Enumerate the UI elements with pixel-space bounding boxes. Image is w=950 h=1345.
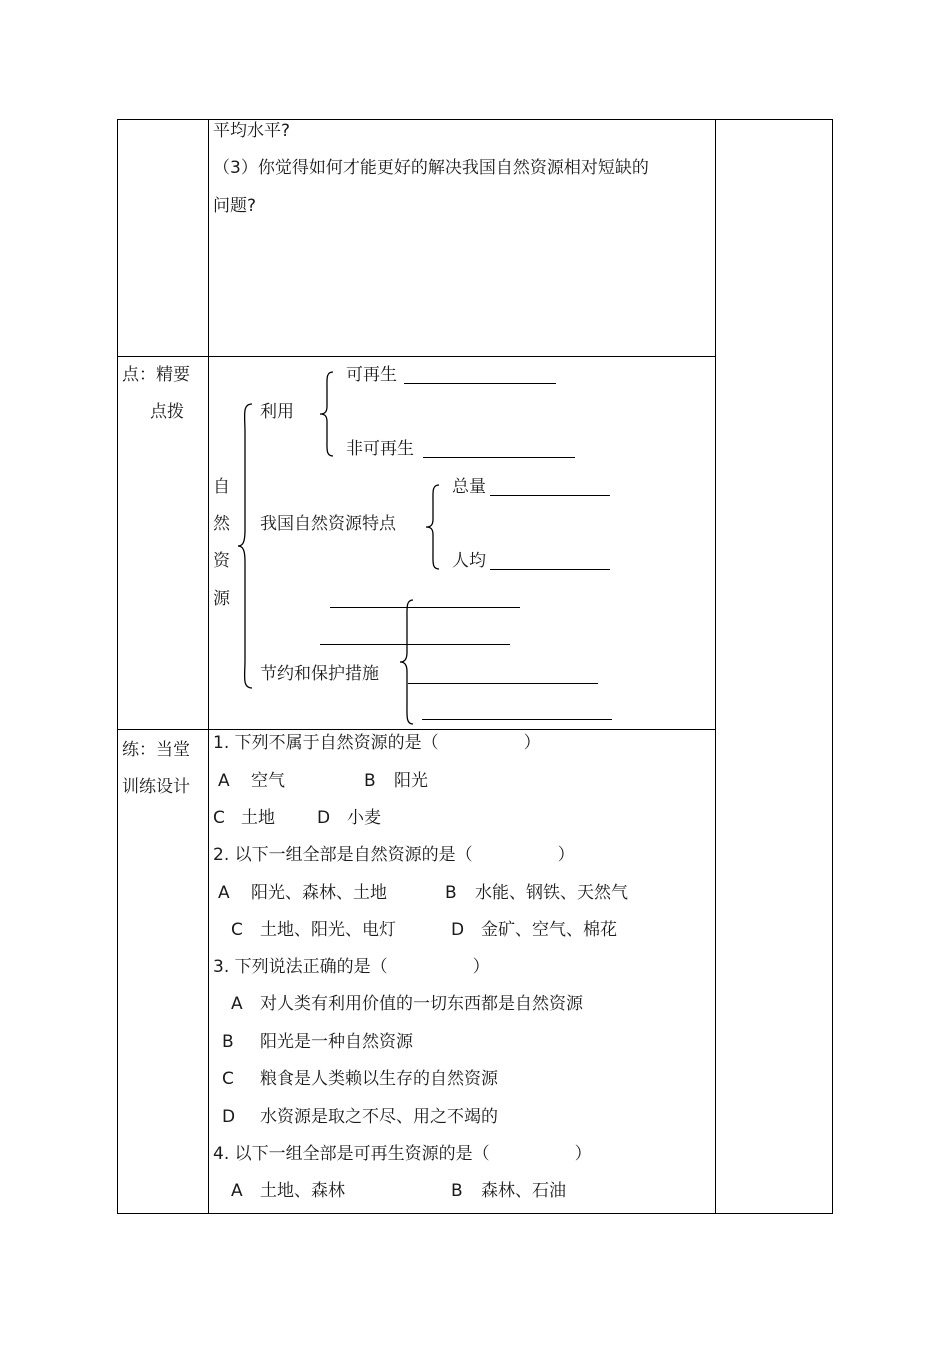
- row1-text-line3: 问题?: [213, 196, 257, 216]
- total-blank[interactable]: [490, 495, 610, 496]
- q1-option-d: 小麦: [347, 808, 381, 828]
- q2-option-a-letter: A: [218, 883, 230, 903]
- nonrenewable-blank[interactable]: [423, 457, 575, 458]
- table-top-border: [117, 119, 833, 120]
- q3-option-b: 阳光是一种自然资源: [260, 1032, 413, 1052]
- row2-label-line2: 点拨: [150, 402, 184, 422]
- table-right-border: [832, 119, 833, 1214]
- q2-option-a: 阳光、森林、土地: [251, 883, 387, 903]
- measures-brace: [398, 598, 418, 726]
- q4-option-b-letter: B: [451, 1181, 463, 1201]
- renewable-label: 可再生: [346, 365, 397, 385]
- features-brace: [424, 483, 444, 571]
- column-divider-2: [715, 119, 716, 1214]
- q3-option-a: 对人类有利用价值的一切东西都是自然资源: [260, 994, 583, 1014]
- use-brace: [318, 370, 338, 458]
- q3-option-c-letter: C: [222, 1069, 234, 1089]
- row-divider-1: [117, 356, 716, 357]
- branch-use-label: 利用: [260, 402, 294, 422]
- table-bottom-border: [117, 1213, 833, 1214]
- q4-option-a-letter: A: [231, 1181, 243, 1201]
- q2-option-b-letter: B: [445, 883, 457, 903]
- q3-option-c: 粮食是人类赖以生存的自然资源: [260, 1069, 498, 1089]
- row-divider-2: [117, 729, 716, 730]
- row3-label-line2: 训练设计: [122, 777, 190, 797]
- measure-blank-1[interactable]: [330, 607, 520, 608]
- q2-option-d: 金矿、空气、棉花: [481, 920, 617, 940]
- measure-blank-3[interactable]: [408, 683, 598, 684]
- root-char-3: 资: [213, 551, 230, 571]
- measure-blank-4[interactable]: [422, 719, 612, 720]
- q3-option-d-letter: D: [222, 1107, 236, 1127]
- root-char-1: 自: [213, 477, 230, 497]
- row1-text-line1: 平均水平?: [213, 121, 291, 141]
- q2-option-c-letter: C: [231, 920, 243, 940]
- total-label: 总量: [452, 477, 486, 497]
- q3-option-d: 水资源是取之不尽、用之不竭的: [260, 1107, 498, 1127]
- branch-measures-label: 节约和保护措施: [260, 664, 379, 684]
- branch-features-label: 我国自然资源特点: [260, 514, 396, 534]
- q1-option-a: 空气: [251, 771, 285, 791]
- q1-option-c: 土地: [241, 808, 275, 828]
- per-capita-blank[interactable]: [490, 569, 610, 570]
- per-capita-label: 人均: [452, 551, 486, 571]
- q3-option-b-letter: B: [222, 1032, 234, 1052]
- question-3: 3. 下列说法正确的是（ ）: [213, 957, 490, 977]
- q4-option-b: 森林、石油: [481, 1181, 566, 1201]
- table-left-border: [117, 119, 118, 1214]
- q2-option-c: 土地、阳光、电灯: [260, 920, 396, 940]
- question-2: 2. 以下一组全部是自然资源的是（ ）: [213, 845, 575, 865]
- row2-label-line1: 点：精要: [122, 365, 190, 385]
- q3-option-a-letter: A: [231, 994, 243, 1014]
- column-divider-1: [208, 119, 209, 1214]
- q1-option-a-letter: A: [218, 771, 230, 791]
- q1-option-b-letter: B: [364, 771, 376, 791]
- q1-option-d-letter: D: [317, 808, 331, 828]
- q2-option-d-letter: D: [451, 920, 465, 940]
- question-4: 4. 以下一组全部是可再生资源的是（ ）: [213, 1144, 592, 1164]
- nonrenewable-label: 非可再生: [346, 439, 414, 459]
- q4-option-a: 土地、森林: [260, 1181, 345, 1201]
- question-1: 1. 下列不属于自然资源的是（ ）: [213, 733, 541, 753]
- q2-option-b: 水能、钢铁、天然气: [475, 883, 628, 903]
- root-char-4: 源: [213, 589, 230, 609]
- root-brace: [237, 402, 257, 690]
- root-char-2: 然: [213, 514, 230, 534]
- renewable-blank[interactable]: [404, 383, 556, 384]
- row3-label-line1: 练：当堂: [122, 740, 190, 760]
- q1-option-b: 阳光: [394, 771, 428, 791]
- row1-text-line2: （3）你觉得如何才能更好的解决我国自然资源相对短缺的: [213, 158, 649, 178]
- q1-option-c-letter: C: [213, 808, 225, 828]
